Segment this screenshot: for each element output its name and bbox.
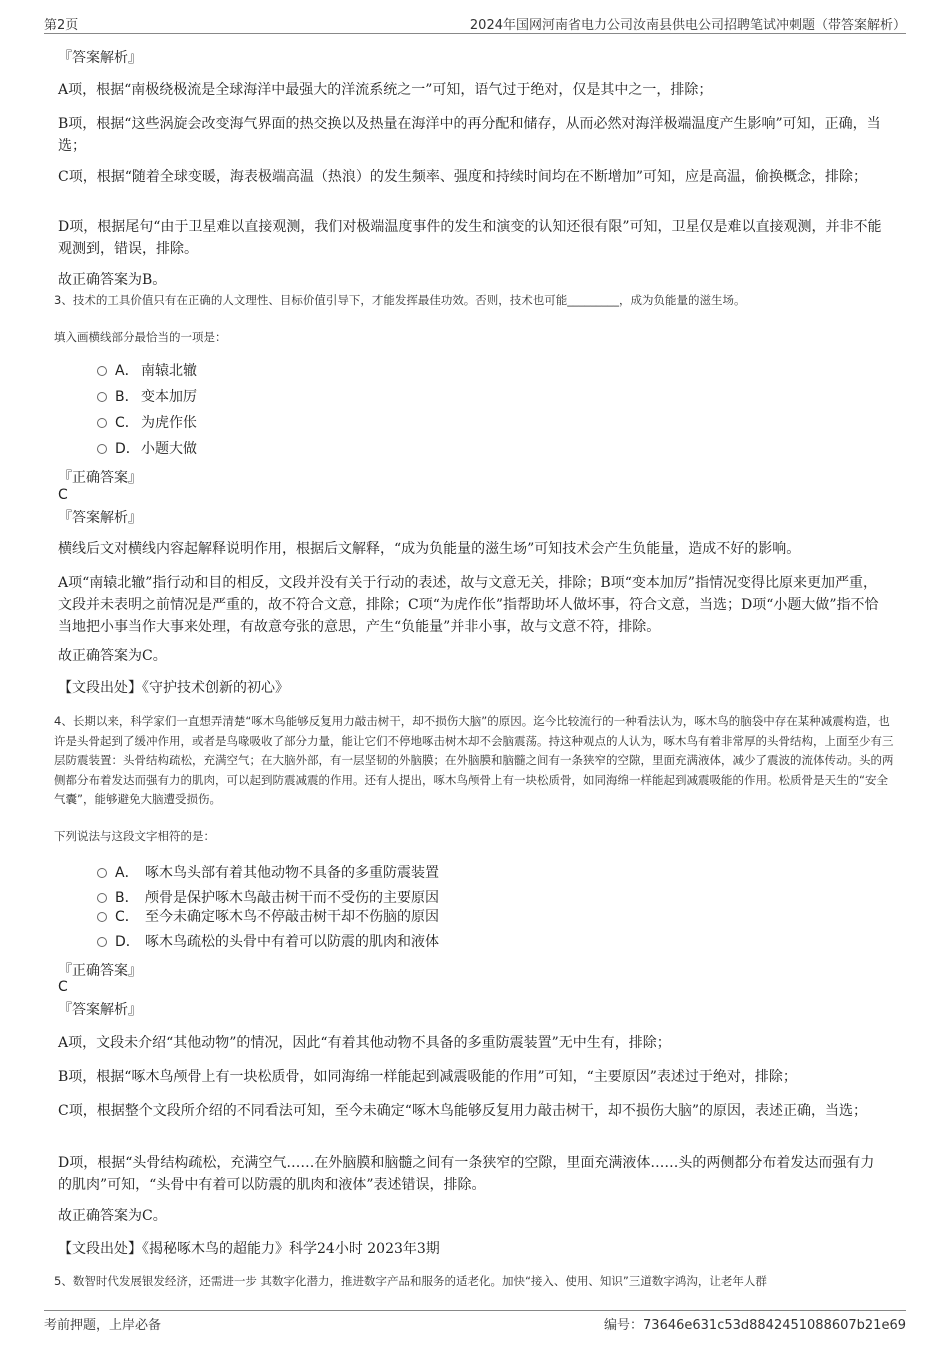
option-text: 颅骨是保护啄木鸟敲击树干而不受伤的主要原因	[145, 890, 439, 906]
radio-icon[interactable]	[97, 893, 107, 903]
q3-conclusion: 故正确答案为C。	[58, 648, 167, 664]
q4-analysis-title: 『答案解析』	[58, 1002, 142, 1018]
code-label: 编号：	[604, 1318, 644, 1333]
option-letter: A．	[115, 865, 139, 881]
option-text: 变本加厉	[141, 389, 197, 405]
option-text: 小题大做	[141, 441, 197, 457]
q4-analysis-c: C项，根据整个文段所介绍的不同看法可知，至今未确定“啄木鸟能够反复用力敲击树干，却不损伤大脑”的原因，表述正确，当选；	[58, 1103, 868, 1119]
q3-stem: 3、技术的工具价值只有在正确的人文理性、目标价值引导下，才能发挥最佳功效。否则，技术也可能_________，成为负能量的滋生场。	[54, 293, 746, 307]
option-text: 啄木鸟疏松的头骨中有着可以防震的肌肉和液体	[145, 934, 439, 950]
q4-analysis-d: D项，根据“头骨结构疏松，充满空气……在外脑膜和脑髓之间有一条狭窄的空隙，里面充满液体……头的两侧都分布着发达而强有力的肌肉”可知，“头骨中有着可以防震的肌肉和液体”表述错误，排除。	[58, 1155, 875, 1193]
document-title: 2024年国网河南省电力公司汝南县供电公司招聘笔试冲刺题（带答案解析）	[469, 18, 906, 33]
header-divider	[44, 33, 906, 34]
q4-conclusion: 故正确答案为C。	[58, 1208, 167, 1224]
q2-analysis-a: A项，根据“南极绕极流是全球海洋中最强大的洋流系统之一”可知，语气过于绝对，仅是其中之一，排除；	[58, 82, 713, 98]
q3-source: 【文段出处】《守护技术创新的初心》	[58, 680, 289, 696]
option-text: 至今未确定啄木鸟不停敲击树干却不伤脑的原因	[145, 909, 439, 925]
document-code	[604, 1314, 906, 1333]
footer-divider	[44, 1310, 906, 1311]
footer-slogan: 考前押题，上岸必备	[44, 1318, 162, 1333]
q4-correct-answer: C	[58, 979, 68, 995]
radio-icon[interactable]	[97, 418, 107, 428]
option-letter: B．	[115, 890, 139, 906]
q4-source: 【文段出处】《揭秘啄木鸟的超能力》科学24小时 2023年3期	[58, 1241, 440, 1257]
radio-icon[interactable]	[97, 366, 107, 376]
option-letter: B．	[115, 389, 139, 405]
page-number: 第2页	[44, 18, 79, 33]
q2-analysis-b: B项，根据“这些涡旋会改变海气界面的热交换以及热量在海洋中的再分配和储存，从而必然对海洋极端温度产生影响”可知，正确，当选；	[58, 116, 881, 154]
option-letter: D．	[115, 934, 140, 950]
q3-analysis-2: A项“南辕北辙”指行动和目的相反，文段并没有关于行动的表述，故与文意无关，排除；B项“变本加厉”指情况变得比原来更加严重，文段并未表明之前情况是严重的，故不符合文意，排除；C项“为虎作伥”指帮助坏人做坏事，符合文意，当选；D项“小题大做”指不恰当地把小事当作大事来处理，有故意夸张的意思，产生“负能量”并非小事，故与文意不符，排除。	[58, 575, 879, 635]
q2-analysis-title: 『答案解析』	[58, 50, 142, 66]
option-text: 南辕北辙	[141, 363, 197, 379]
q4-analysis-b: B项，根据“啄木鸟颅骨上有一块松质骨，如同海绵一样能起到减震吸能的作用”可知，“主要原因”表述过于绝对，排除；	[58, 1069, 797, 1085]
q2-analysis-d: D项，根据尾句“由于卫星难以直接观测，我们对极端温度事件的发生和演变的认知还很有限”可知，卫星仅是难以直接观测，并非不能观测到，错误，排除。	[58, 219, 882, 257]
option-text: 为虎作伥	[141, 415, 197, 431]
code-value: 73646e631c53d8842451088607b21e69	[643, 1318, 906, 1333]
option-letter: C．	[115, 909, 139, 925]
q3-analysis-1: 横线后文对横线内容起解释说明作用，根据后文解释，“成为负能量的滋生场”可知技术会产生负能量，造成不好的影响。	[58, 541, 801, 557]
option-text: 啄木鸟头部有着其他动物不具备的多重防震装置	[145, 865, 439, 881]
q2-conclusion: 故正确答案为B。	[58, 272, 167, 288]
q2-analysis-c: C项，根据“随着全球变暖，海表极端高温（热浪）的发生频率、强度和持续时间均在不断增加”可知，应是高温，偷换概念，排除；	[58, 169, 868, 185]
q4-stem: 4、长期以来，科学家们一直想弄清楚“啄木鸟能够反复用力敲击树干，却不损伤大脑”的原因。迄今比较流行的一种看法认为，啄木鸟的脑袋中存在某种减震构造，也许是头骨起到了缓冲作用，或者是鸟喙吸收了部分力量，能让它们不停地啄击树木却不会脑震荡。持这种观点的人认为，啄木鸟有着非常厚的头骨结构，上面至少有三层防震装置：头骨结构疏松，充满空气；在大脑外部，有一层坚韧的外脑膜；在外脑膜和脑髓之间有一条狭窄的空隙，里面充满液体，减少了震波的流体传动。头的两侧都分布着发达而强有力的肌肉，可以起到防震减震的作用。还有人提出，啄木鸟颅骨上有一块松质骨，如同海绵一样能起到减震吸能的作用。松质骨是天生的“安全气囊”，能够避免大脑遭受损伤。	[54, 714, 894, 806]
radio-icon[interactable]	[97, 444, 107, 454]
q3-correct-answer: C	[58, 487, 68, 503]
option-letter: C．	[115, 415, 139, 431]
radio-icon[interactable]	[97, 392, 107, 402]
q4-analysis-a: A项，文段未介绍“其他动物”的情况，因此“有着其他动物不具备的多重防震装置”无中生有，排除；	[58, 1035, 671, 1051]
option-letter: D．	[115, 441, 140, 457]
radio-icon[interactable]	[97, 912, 107, 922]
q4-prompt: 下列说法与这段文字相符的是：	[54, 829, 215, 843]
q3-prompt: 填入画横线部分最恰当的一项是：	[54, 330, 227, 344]
q3-analysis-title: 『答案解析』	[58, 510, 142, 526]
radio-icon[interactable]	[97, 937, 107, 947]
q5-stem: 5、数智时代发展银发经济，还需进一步 其数字化潜力，推进数字产品和服务的适老化。加快“接入、使用、知识”三道数字鸿沟，让老年人群	[54, 1274, 767, 1288]
q3-correct-title: 『正确答案』	[58, 470, 142, 486]
radio-icon[interactable]	[97, 868, 107, 878]
q4-correct-title: 『正确答案』	[58, 963, 142, 979]
option-letter: A．	[115, 363, 139, 379]
